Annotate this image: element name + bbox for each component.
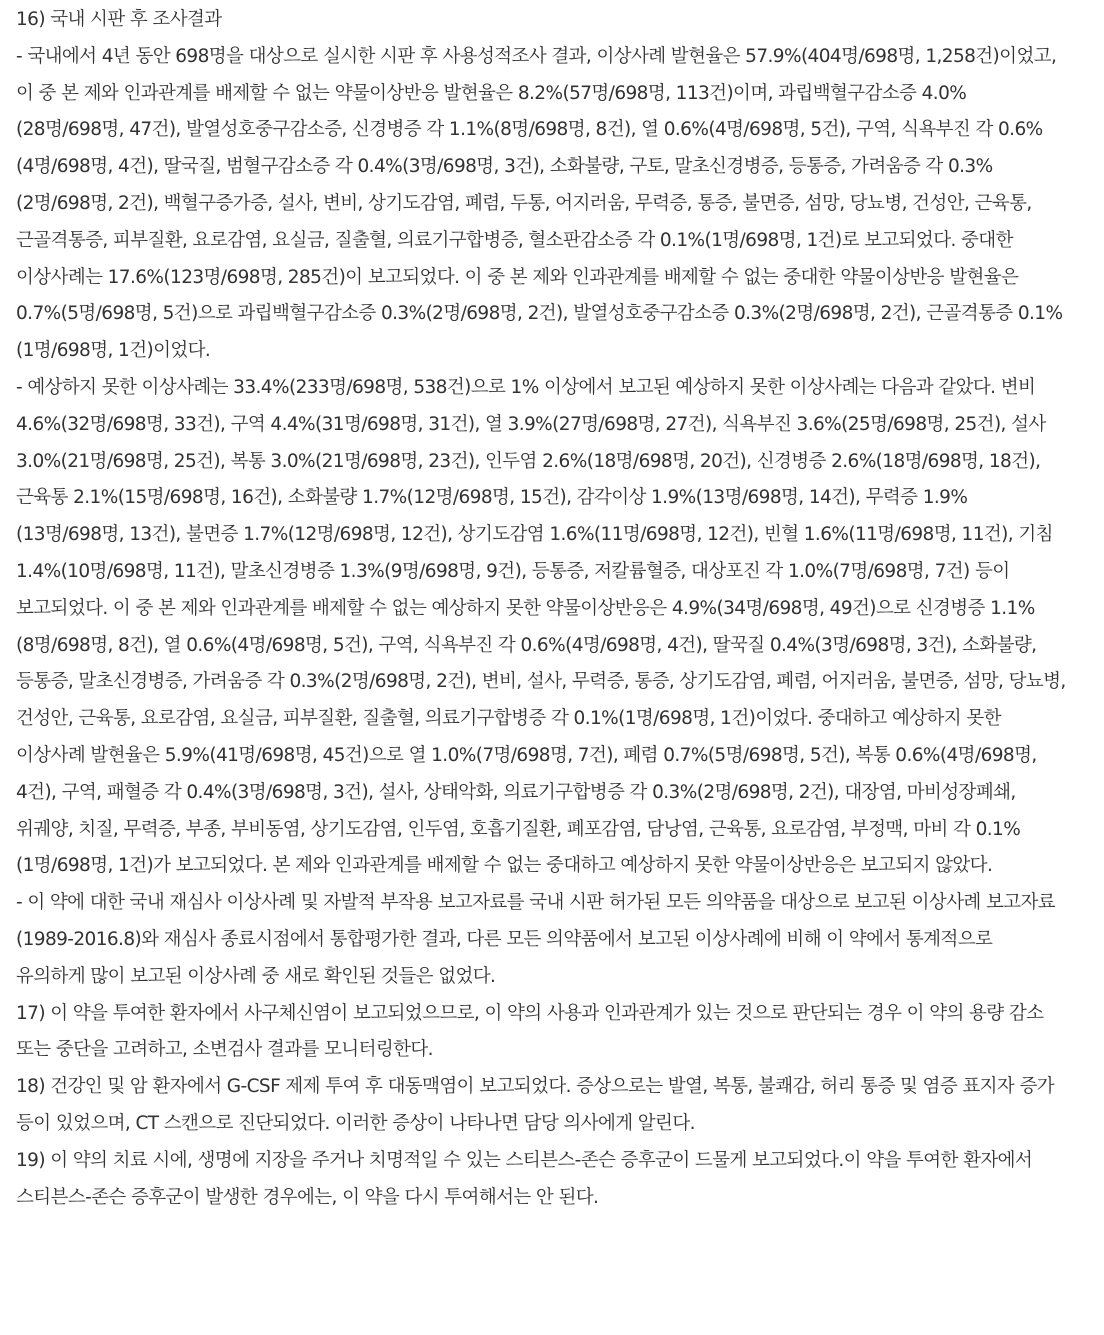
paragraph-reexamination-evaluation: - 이 약에 대한 국내 재심사 이상사례 및 자발적 부작용 보고자료를 국내 시판 허가된 모든 의약품을 대상으로 보고된 이상사례 보고자료(1989-2016.8)와 재심사 종료시점에서 통합평가한 결과, 다른 모든 의약품에서 보고된 이상사례에 비해 이 약에서 통계적으로 유의하게 많이 보고된 이상사례 중 새로 확인된 것들은 없었다. — [16, 892, 1056, 987]
paragraph-post-marketing-survey: - 국내에서 4년 동안 698명을 대상으로 실시한 시판 후 사용성적조사 결과, 이상사례 발현율은 57.9%(404명/698명, 1,258건)이었고, 이 중 본 제와 인과관계를 배제할 수 없는 약물이상반응 발현율은 8.2%(57명/698명, 113건)이며, 과립백혈구감소증 4.0%(28명/698명, 47건), 발열성호중구감소증, 신경병증 각 1.1%(8명/698명, 8건), 열 0.6%(4명/698명, 5건), 구역, 식욕부진 각 0.6%(4명/698명, 4건), 딸국질, 범혈구감소증 각 0.4%(3명/698명, 3건), 소화불량, 구토, 말초신경병증, 등통증, 가려움증 각 0.3%(2명/698명, 2건), 백혈구증가증, 설사, 변비, 상기도감염, 폐렴, 두통, 어지러움, 무력증, 통증, 불면증, 섬망, 당뇨병, 건성안, 근육통, 근골격통증, 피부질환, 요로감염, 요실금, 질출혈, 의료기구합병증, 혈소판감소증 각 0.1%(1명/698명, 1건)로 보고되었다. 중대한 이상사례는 17.6%(123명/698명, 285건)이 보고되었다. 이 중 본 제와 인과관계를 배제할 수 없는 중대한 약물이상반응 발현율은 0.7%(5명/698명, 5건)으로 과립백혈구감소증 0.3%(2명/698명, 2건), 발열성호중구감소증 0.3%(2명/698명, 2건), 근골격통증 0.1%(1명/698명, 1건)이었다. — [16, 45, 1063, 362]
paragraph-item-17-glomerulonephritis: 17) 이 약을 투여한 환자에서 사구체신염이 보고되었으므로, 이 약의 사용과 인과관계가 있는 것으로 판단되는 경우 이 약의 용량 감소 또는 중단을 고려하고, 소변검사 결과를 모니터링한다. — [16, 1002, 1044, 1061]
paragraph-item-19-stevens-johnson: 19) 이 약의 치료 시에, 생명에 지장을 주거나 치명적일 수 있는 스티븐스-존슨 증후군이 드물게 보고되었다.이 약을 투여한 환자에서 스티븐스-존슨 증후군이 발생한 경우에는, 이 약을 다시 투여해서는 안 된다. — [16, 1149, 1033, 1208]
paragraph-unexpected-adverse-events: - 예상하지 못한 이상사례는 33.4%(233명/698명, 538건)으로 1% 이상에서 보고된 예상하지 못한 이상사례는 다음과 같았다. 변비 4.6%(32명/698명, 33건), 구역 4.4%(31명/698명, 31건), 열 3.9%(27명/698명, 27건), 식욕부진 3.6%(25명/698명, 25건), 설사 3.0%(21명/698명, 25건), 복통 3.0%(21명/698명, 23건), 인두염 2.6%(18명/698명, 20건), 신경병증 2.6%(18명/698명, 18건), 근육통 2.1%(15명/698명, 16건), 소화불량 1.7%(12명/698명, 15건), 감각이상 1.9%(13명/698명, 14건), 무력증 1.9%(13명/698명, 13건), 불면증 1.7%(12명/698명, 12건), 상기도감염 1.6%(11명/698명, 12건), 빈혈 1.6%(11명/698명, 11건), 기침 1.4%(10명/698명, 11건), 말초신경병증 1.3%(9명/698명, 9건), 등통증, 저칼륨혈증, 대상포진 각 1.0%(7명/698명, 7건) 등이 보고되었다. 이 중 본 제와 인과관계를 배제할 수 없는 예상하지 못한 약물이상반응은 4.9%(34명/698명, 49건)으로 신경병증 1.1%(8명/698명, 8건), 열 0.6%(4명/698명, 5건), 구역, 식욕부진 각 0.6%(4명/698명, 4건), 딸꾹질 0.4%(3명/698명, 3건), 소화불량, 등통증, 말초신경병증, 가려움증 각 0.3%(2명/698명, 2건), 변비, 설사, 무력증, 통증, 상기도감염, 폐렴, 어지러움, 불면증, 섬망, 당뇨병, 건성안, 근육통, 요로감염, 요실금, 피부질환, 질출혈, 의료기구합병증 각 0.1%(1명/698명, 1건)이었다. 중대하고 예상하지 못한 이상사례 발현율은 5.9%(41명/698명, 45건)으로 열 1.0%(7명/698명, 7건), 폐렴 0.7%(5명/698명, 5건), 복통 0.6%(4명/698명, 4건), 구역, 패혈증 각 0.4%(3명/698명, 3건), 설사, 상태악화, 의료기구합병증 각 0.3%(2명/698명, 2건), 대장염, 마비성장폐쇄, 위궤양, 치질, 무력증, 부종, 부비동염, 상기도감염, 인두염, 호흡기질환, 폐포감염, 담낭염, 근육통, 요로감염, 부정맥, 마비 각 0.1%(1명/698명, 1건)가 보고되었다. 본 제와 인과관계를 배제할 수 없는 중대하고 예상하지 못한 약물이상반응은 보고되지 않았다. — [16, 376, 1066, 877]
section-heading-16: 16) 국내 시판 후 조사결과 — [16, 9, 222, 30]
paragraph-item-18-aortitis: 18) 건강인 및 암 환자에서 G-CSF 제제 투여 후 대동맥염이 보고되었다. 증상으로는 발열, 복통, 불쾌감, 허리 통증 및 염증 표지자 증가 등이 있었으며, CT 스캔으로 진단되었다. 이러한 증상이 나타나면 담당 의사에게 알린다. — [16, 1076, 1055, 1134]
